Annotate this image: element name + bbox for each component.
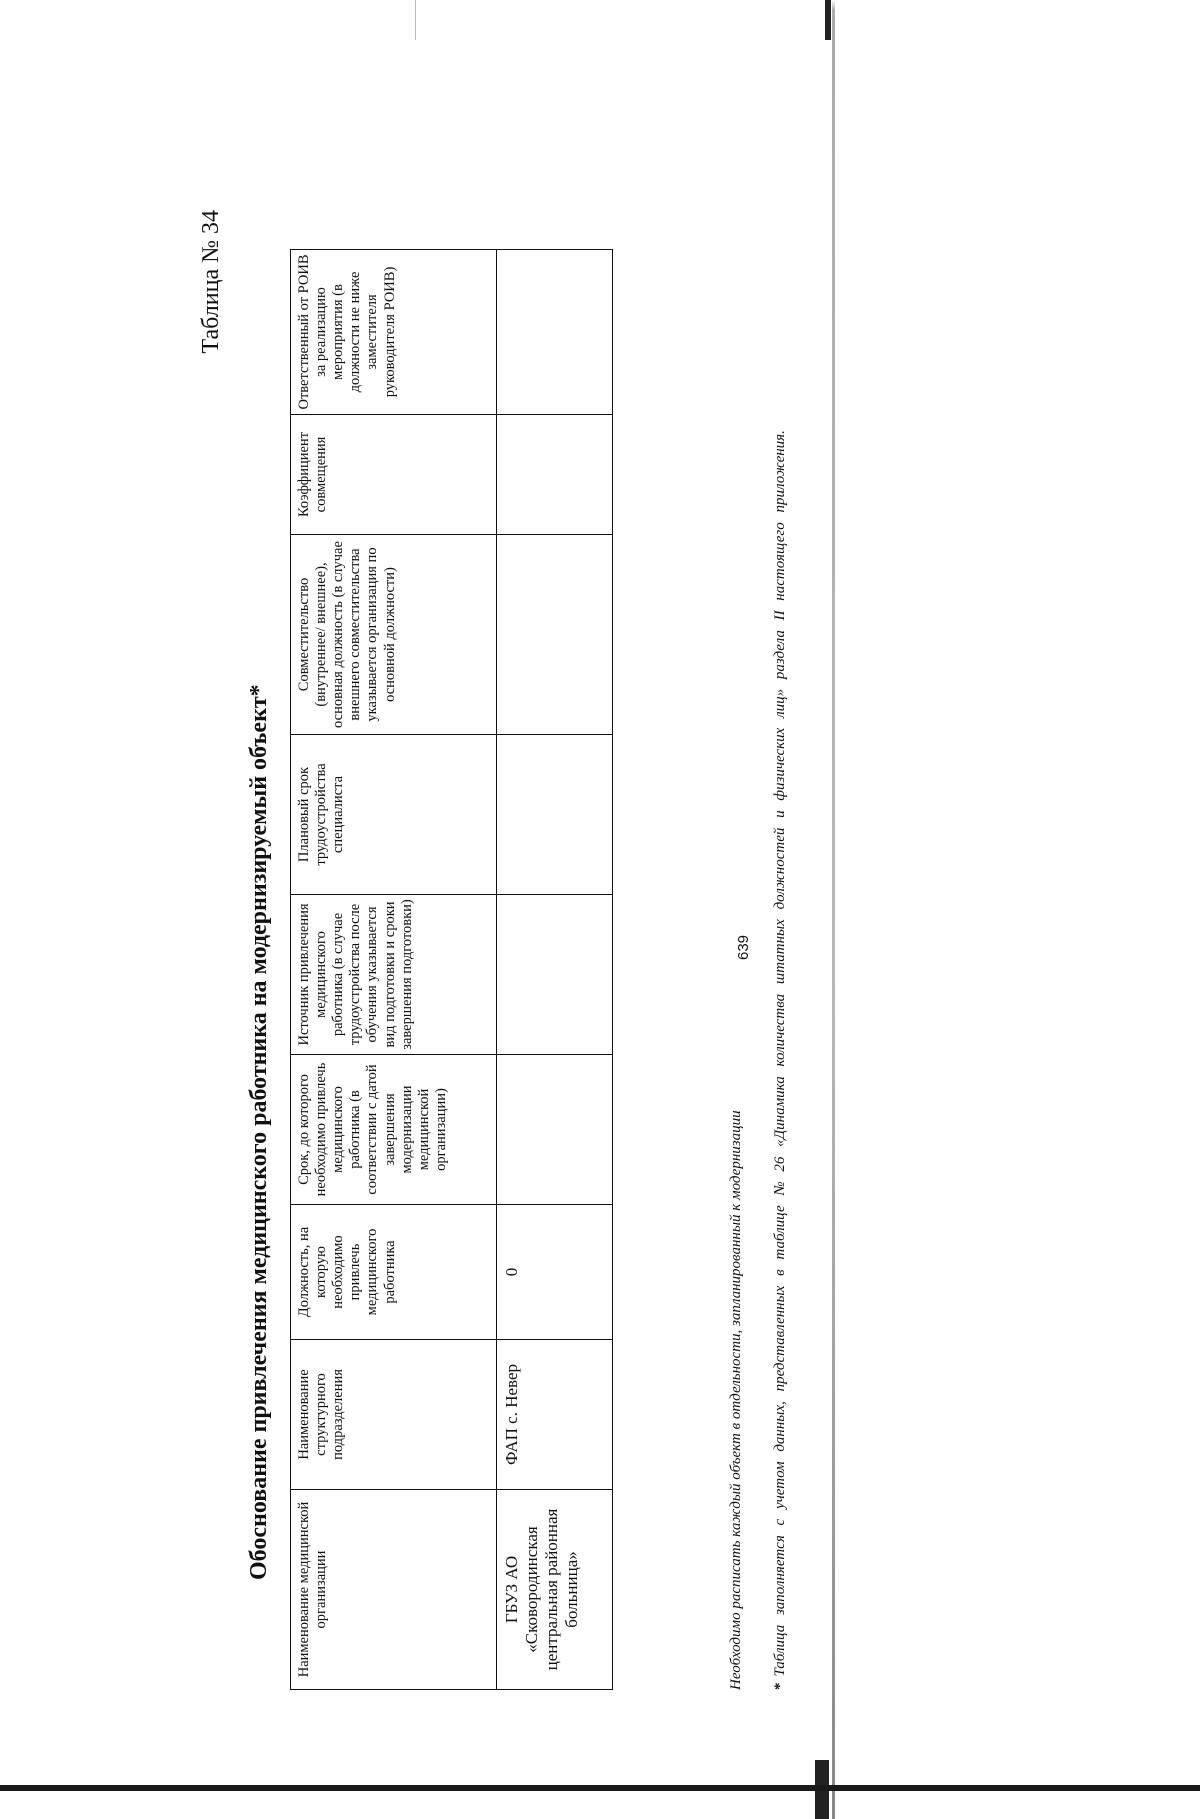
cell-combination xyxy=(497,535,613,735)
data-table xyxy=(290,249,613,1690)
header-planned-date: Плановый срок трудоустройства специалиста xyxy=(291,735,497,895)
cell-responsible xyxy=(497,250,613,415)
table-row xyxy=(497,250,613,1690)
header-responsible: Ответственный от РОИВ за реализацию мероприятия (в должности не ниже заместителя руководителя РОИВ) xyxy=(291,250,497,415)
cell-source xyxy=(497,895,613,1055)
cell-org: ГБУЗ АО «Сковородинская центральная районная больница» xyxy=(497,1490,613,1690)
scan-artifact-bottom-rule xyxy=(0,1785,1200,1791)
header-combination: Совместительство (внутреннее/ внешнее), основная должность (в случае внешнего совместительства указывается организация по основной должности) xyxy=(291,535,497,735)
header-deadline: Срок, до которого необходимо привлечь медицинского работника (в соответствии с датой завершения модернизации медицинской организации) xyxy=(291,1055,497,1205)
cell-subdivision: ФАП с. Невер xyxy=(497,1340,613,1490)
page-title: Обоснование привлечения медицинского работника на модернизируемый объект* xyxy=(246,684,272,1580)
page-number: 639 xyxy=(735,934,752,960)
note-text: Необходимо расписать каждый объект в отдельности, запланированный к модернизации xyxy=(728,1110,744,1690)
footnote-text: Таблица заполняется с учетом данных, представленных в таблице № 26 «Динамика количества штатных должностей и физических лиц» раздела II настоящего приложения. xyxy=(772,430,788,1677)
scan-artifact-right-edge-top xyxy=(825,0,831,40)
cell-coefficient xyxy=(497,415,613,535)
header-coefficient: Коэффициент совмещения xyxy=(291,415,497,535)
header-subdivision: Наименование структурного подразделения xyxy=(291,1340,497,1490)
scan-artifact-top-line xyxy=(415,0,416,40)
header-source: Источник привлечения медицинского работника (в случае трудоустройства после обучения указывается вид подготовки и сроки завершения подготовки) xyxy=(291,895,497,1055)
footnote-star: * xyxy=(772,1682,788,1690)
table-number: Таблица № 34 xyxy=(198,210,224,354)
header-org: Наименование медицинской организации xyxy=(291,1490,497,1690)
footnote xyxy=(770,380,792,1690)
cell-planned-date xyxy=(497,735,613,895)
cell-deadline xyxy=(497,1055,613,1205)
cell-position: 0 xyxy=(497,1205,613,1340)
header-position: Должность, на которую необходимо привлечь медицинского работника xyxy=(291,1205,497,1340)
rotated-page xyxy=(110,160,890,1740)
table-header-row xyxy=(291,250,497,1690)
